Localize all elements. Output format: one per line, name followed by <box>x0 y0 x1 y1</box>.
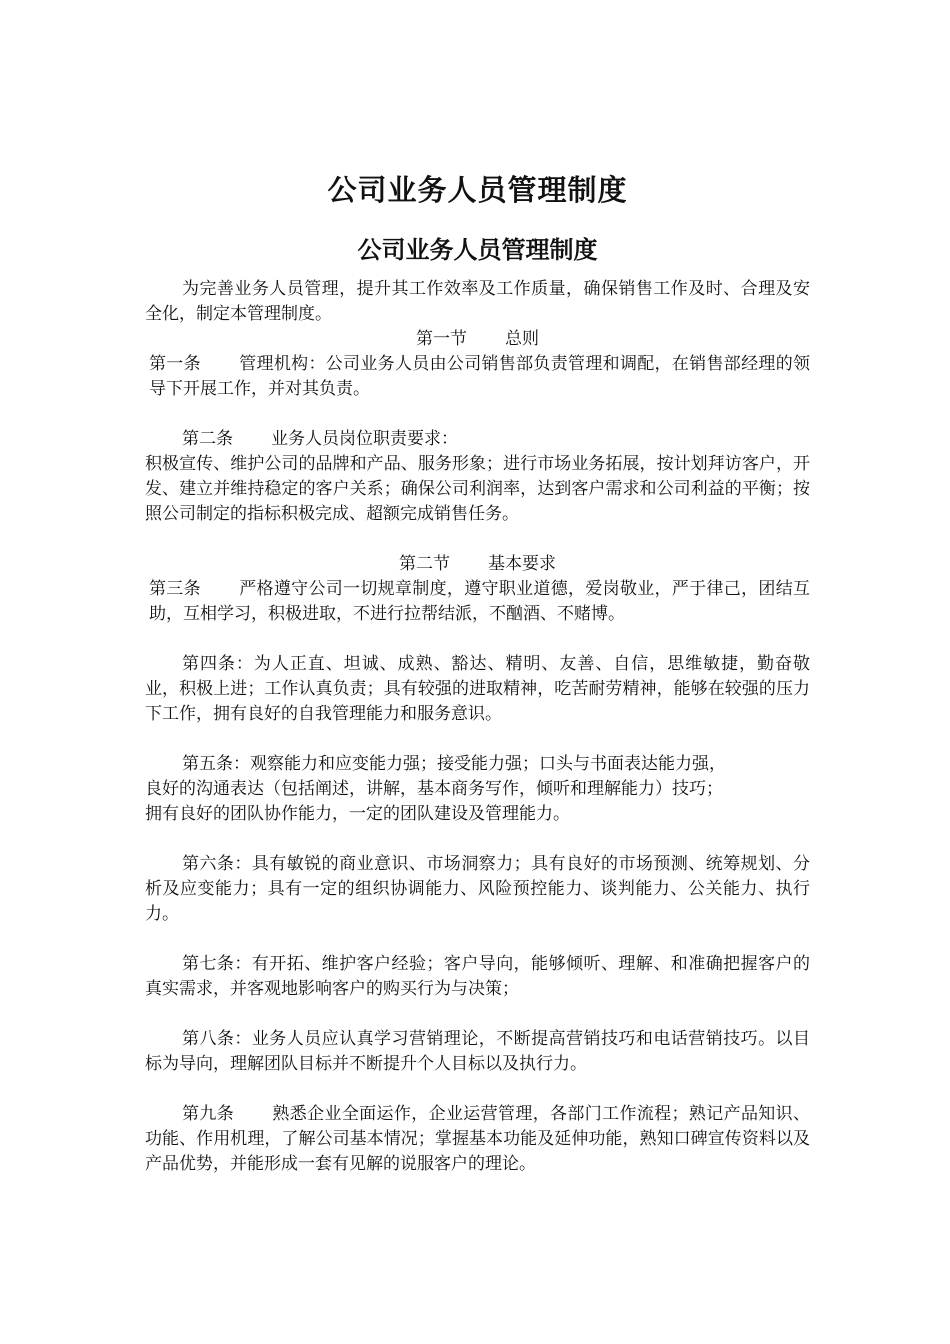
section-label: 第一节 <box>416 329 467 349</box>
article-2-text: 积极宣传、维护公司的品牌和产品、服务形象；进行市场业务拓展，按计划拜访客户，开发、建立并维持稳定的客户关系；确保公司利润率，达到客户需求和公司利益的平衡；按照公司制定的指标积极完成、超额完成销售任务。 <box>145 454 810 524</box>
intro-paragraph: 为完善业务人员管理，提升其工作效率及工作质量，确保销售工作及时、合理及安全化，制定本管理制度。 <box>145 279 810 324</box>
section-name: 基本要求 <box>488 554 556 574</box>
article-5-line-3: 拥有良好的团队协作能力，一定的团队建设及管理能力。 <box>145 804 570 824</box>
document-body <box>145 277 810 1177</box>
article-text: 熟悉企业全面运作，企业运营管理，各部门工作流程；熟记产品知识、功能、作用机理，了解公司基本情况；掌握基本功能及延伸功能，熟知口碑宣传资料以及产品优势，并能形成一套有见解的说服客户的理论。 <box>145 1104 811 1174</box>
section-label: 第二节 <box>399 554 450 574</box>
article-label: 第三条 <box>149 579 201 599</box>
document-subtitle: 公司业务人员管理制度 <box>357 235 598 264</box>
article-7: 第七条：有开拓、维护客户经验；客户导向，能够倾听、理解、和准确把握客户的真实需求，并客观地影响客户的购买行为与决策； <box>145 954 810 999</box>
article-text: 严格遵守公司一切规章制度，遵守职业道德，爱岗敬业，严于律己，团结互助，互相学习，积极进取，不进行拉帮结派，不酗酒、不赌博。 <box>149 579 811 624</box>
article-9 <box>145 1102 810 1177</box>
article-label: 第二条 <box>182 429 233 449</box>
article-text: 管理机构：公司业务人员由公司销售部负责管理和调配，在销售部经理的领导下开展工作，并对其负责。 <box>149 354 811 399</box>
article-4: 第四条：为人正直、坦诚、成熟、豁达、精明、友善、自信，思维敏捷，勤奋敬业，积极上进；工作认真负责；具有较强的进取精神，吃苦耐劳精神，能够在较强的压力下工作，拥有良好的自我管理能力和服务意识。 <box>145 654 810 724</box>
article-6: 第六条：具有敏锐的商业意识、市场洞察力；具有良好的市场预测、统筹规划、分析及应变能力；具有一定的组织协调能力、风险预控能力、谈判能力、公关能力、执行力。 <box>145 854 810 924</box>
section-heading-1 <box>145 327 810 352</box>
article-heading: 业务人员岗位职责要求： <box>271 429 458 449</box>
article-label: 第九条 <box>182 1104 235 1124</box>
article-5-line-2: 良好的沟通表达（包括阐述，讲解，基本商务写作，倾听和理解能力）技巧； <box>145 779 723 799</box>
section-name: 总则 <box>505 329 539 349</box>
article-8: 第八条：业务人员应认真学习营销理论，不断提高营销技巧和电话营销技巧。以目标为导向，理解团队目标并不断提升个人目标以及执行力。 <box>145 1029 810 1074</box>
article-1 <box>145 352 810 402</box>
article-5-line-1: 第五条：观察能力和应变能力强；接受能力强；口头与书面表达能力强， <box>182 754 726 774</box>
document-title: 公司业务人员管理制度 <box>327 173 628 207</box>
article-2-heading <box>145 427 810 452</box>
article-label: 第一条 <box>149 354 201 374</box>
section-heading-2 <box>145 552 810 577</box>
article-3 <box>145 577 810 627</box>
